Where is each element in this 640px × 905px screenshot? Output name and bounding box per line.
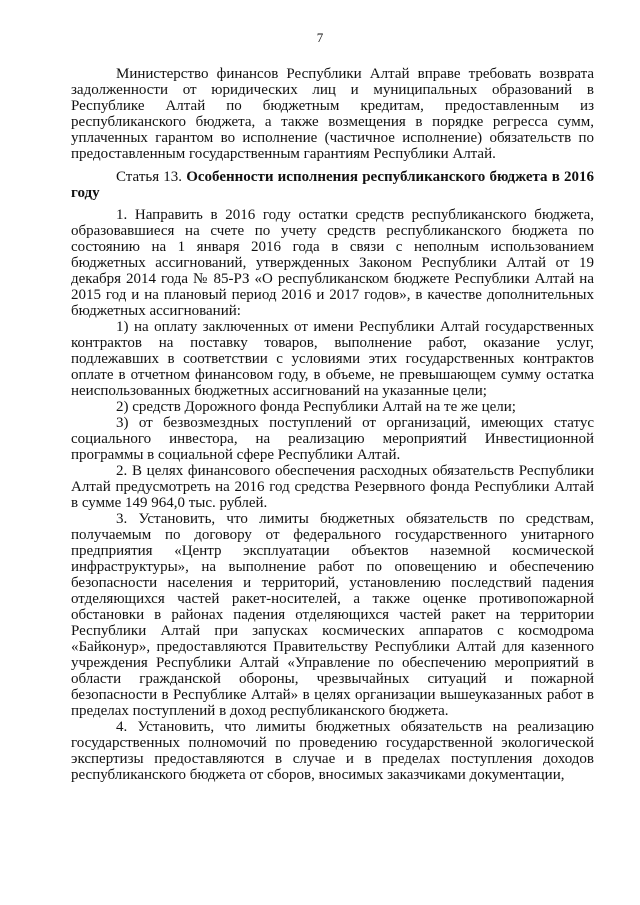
intro-paragraph: Министерство финансов Республики Алтай вправе требовать возврата задолженности от юридических лиц и муниципальных образований в Республике Алтай по бюджетным кредитам, предоставленным из республиканского бюджета, а также возмещения в порядке регресса сумм, уплаченных гарантом во исполнение (частичное исполнение) обязательств по предоставленным государственным гарантиям Республики Алтай. — [71, 66, 594, 162]
document-body — [71, 66, 594, 783]
clause-3: 3. Установить, что лимиты бюджетных обязательств по средствам, получаемым по договору от федерального государственного унитарного предприятия «Центр эксплуатации объектов наземной космической инфраструктуры», на выполнение работ по оповещению и обеспечению безопасности населения и территорий, установлению последствий падения отделяющихся частей ракет-носителей, а также оценке противопожарной обстановки в районах падения отделяющихся частей ракет на территории Республики Алтай при запусках космических аппаратов с космодрома «Байконур», предоставляются Правительству Республики Алтай для казенного учреждения Республики Алтай «Управление по обеспечению мероприятий в области гражданской обороны, чрезвычайных ситуаций и пожарной безопасности в Республике Алтай» в целях организации вышеуказанных работ в пределах поступлений в доход республиканского бюджета. — [71, 511, 594, 719]
article-title: Особенности исполнения республиканского бюджета в 2016 году — [71, 169, 594, 201]
page-number: 7 — [316, 30, 324, 45]
clause-4: 4. Установить, что лимиты бюджетных обязательств на реализацию государственных полномочий по проведению государственной экологической экспертизы предоставляются в случае и в пределах поступления доходов республиканского бюджета от сборов, вносимых заказчиками документации, — [71, 719, 594, 783]
clause-1: 1. Направить в 2016 году остатки средств республиканского бюджета, образовавшиеся на счете по учету средств республиканского бюджета по состоянию на 1 января 2016 года в связи с неполным использованием бюджетных ассигнований, утвержденных Законом Республики Алтай от 19 декабря 2014 года № 85-РЗ «О республиканском бюджете Республики Алтай на 2015 год и на плановый период 2016 и 2017 годов», в качестве дополнительных бюджетных ассигнований: — [71, 207, 594, 319]
clause-2: 2. В целях финансового обеспечения расходных обязательств Республики Алтай предусмотреть на 2016 год средства Резервного фонда Республики Алтай в сумме 149 964,0 тыс. рублей. — [71, 463, 594, 511]
clause-1-item-2: 2) средств Дорожного фонда Республики Алтай на те же цели; — [116, 399, 516, 415]
clause-1-item-3: 3) от безвозмездных поступлений от организаций, имеющих статус социального инвестора, на реализацию мероприятий Инвестиционной программы в социальной сфере Республики Алтай. — [71, 415, 594, 463]
article-label: Статья 13. — [116, 169, 183, 185]
article-heading — [71, 169, 594, 201]
clause-1-item-1: 1) на оплату заключенных от имени Республики Алтай государственных контрактов на поставку товаров, выполнение работ, оказание услуг, подлежавших в соответствии с условиями этих государственных контрактов оплате в отчетном финансовом году, в объеме, не превышающем сумму остатка неиспользованных бюджетных ассигнований на указанные цели; — [71, 319, 594, 399]
